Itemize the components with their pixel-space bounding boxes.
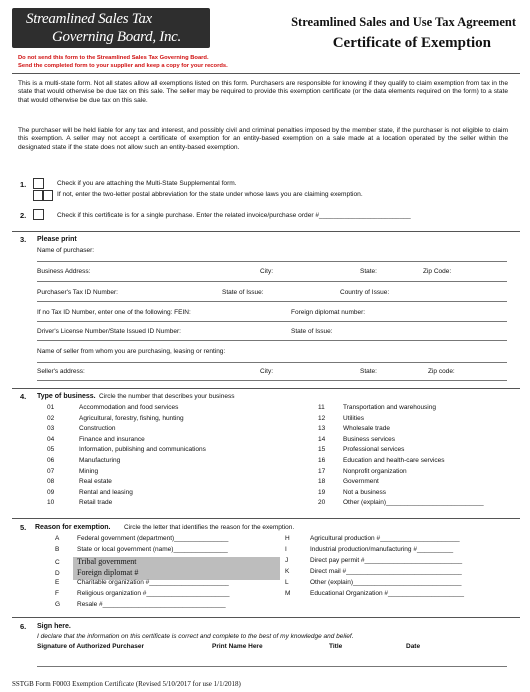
- drivers-license-label: Driver's License Number/State Issued ID Number:: [37, 328, 181, 335]
- purchaser-name-field[interactable]: [37, 261, 507, 262]
- single-purchase-checkbox[interactable]: [33, 209, 44, 220]
- signature-field[interactable]: [37, 666, 507, 667]
- date-label: Date: [406, 643, 421, 650]
- logo-line2: Governing Board, Inc.: [52, 29, 181, 45]
- tax-id-field[interactable]: [37, 301, 507, 302]
- divider: [12, 518, 520, 519]
- logo-line1: Streamlined Sales Tax: [26, 11, 152, 27]
- section4-number: 4.: [20, 392, 27, 401]
- business-type-item[interactable]: 07 Mining: [47, 467, 99, 475]
- exemption-reason-item[interactable]: H Agricultural production #______________________: [285, 535, 460, 542]
- divider: [12, 388, 520, 389]
- section6-title: Sign here.: [37, 623, 71, 630]
- business-type-item[interactable]: 08 Real estate: [47, 478, 112, 486]
- seller-address-field[interactable]: [37, 380, 507, 381]
- business-type-item[interactable]: 16 Education and health-care services: [318, 456, 445, 464]
- print-name-label: Print Name Here: [212, 643, 263, 650]
- business-type-list-right: [318, 404, 484, 510]
- exemption-reason-list-left: [55, 535, 230, 612]
- business-type-list-left: [47, 404, 206, 510]
- item1-text-b: If not, enter the two-letter postal abbreviation for the state under whose laws you are claiming exemption.: [57, 191, 363, 198]
- section5-number: 5.: [20, 523, 27, 532]
- business-type-item[interactable]: 02 Agricultural, forestry, fishing, hunting: [47, 414, 184, 422]
- business-type-item[interactable]: 09 Rental and leasing: [47, 488, 133, 496]
- form-footer: SSTGB Form F0003 Exemption Certificate (Revised 5/10/2017 for use 1/1/2018): [12, 680, 241, 688]
- exemption-reason-item[interactable]: I Industrial production/manufacturing #__________: [285, 546, 454, 553]
- business-type-item[interactable]: 17 Nonprofit organization: [318, 467, 407, 475]
- business-type-item[interactable]: 05 Information, publishing and communications: [47, 446, 206, 454]
- seller-address-label: Seller's address:: [37, 368, 85, 375]
- business-type-item[interactable]: 11 Transportation and warehousing: [318, 404, 436, 411]
- section3-title: Please print: [37, 236, 77, 243]
- business-type-item[interactable]: 15 Professional services: [318, 446, 405, 454]
- exemption-reason-item[interactable]: J Direct pay permit #___________________________: [285, 557, 463, 564]
- business-address-field[interactable]: [37, 281, 507, 282]
- item1-number: 1.: [20, 180, 27, 189]
- signature-label: Signature of Authorized Purchaser: [37, 643, 145, 650]
- exemption-reason-item[interactable]: E Charitable organization #______________________: [55, 579, 229, 586]
- exemption-reason-item[interactable]: C Tribal government: [55, 557, 137, 566]
- business-type-item[interactable]: 01 Accommodation and food services: [47, 404, 179, 411]
- divider: [12, 73, 520, 74]
- state-abbrev-box2[interactable]: [43, 190, 53, 201]
- divider: [12, 617, 520, 618]
- seller-city-label: City:: [260, 368, 273, 375]
- section3-number: 3.: [20, 235, 27, 244]
- state-label: State:: [360, 268, 377, 275]
- exemption-reason-item[interactable]: D Foreign diplomat #: [55, 568, 139, 577]
- business-type-item[interactable]: 14 Business services: [318, 435, 396, 443]
- intro-paragraph-1: This is a multi-state form. Not all states allow all exemptions listed on this form. Purchasers are responsible for knowing if they qualify to claim exemption from tax in the state that would otherwise be due tax on this sale. The seller may be required to provide this exemption certificate (or the data elements required on the form) to a state that would otherwise be due tax on this sale.: [18, 80, 508, 104]
- country-of-issue-label: Country of Issue:: [340, 289, 390, 296]
- business-type-item[interactable]: 18 Government: [318, 478, 379, 486]
- section5-title: Reason for exemption.: [35, 524, 111, 531]
- exemption-reason-item[interactable]: A Federal government (department)_______________: [55, 535, 229, 542]
- business-type-item[interactable]: 12 Utilities: [318, 414, 364, 422]
- section4-title: Type of business.: [37, 393, 96, 400]
- drivers-license-field[interactable]: [37, 340, 507, 341]
- business-type-item[interactable]: 13 Wholesale trade: [318, 425, 390, 433]
- business-type-item[interactable]: 04 Finance and insurance: [47, 435, 145, 443]
- city-label: City:: [260, 268, 273, 275]
- logo: [12, 8, 210, 48]
- business-address-label: Business Address:: [37, 268, 91, 275]
- seller-name-label: Name of seller from whom you are purchasing, leasing or renting:: [37, 348, 226, 355]
- section6-number: 6.: [20, 622, 27, 631]
- exemption-reason-item[interactable]: B State or local government (name)_______________: [55, 546, 228, 553]
- business-type-item[interactable]: 10 Retail trade: [47, 499, 113, 507]
- section5-subtitle: Circle the letter that identifies the reason for the exemption.: [124, 524, 295, 531]
- intro-paragraph-2: The purchaser will be held liable for any tax and interest, and possibly civil and criminal penalties imposed by the member state, if the purchaser is not eligible to claim this exemption. A seller may not accept a certificate of exemption for an entity-based exemption on a sale made at a location operated by the seller within the designated state if the state does not allow such an entity-based exemption.: [18, 127, 508, 151]
- title-label: Title: [329, 643, 343, 650]
- state-of-issue-label: State of Issue:: [222, 289, 264, 296]
- business-type-item[interactable]: 20 Other (explain)___________________________: [318, 499, 484, 507]
- seller-name-field[interactable]: [37, 362, 507, 363]
- diplomat-number-label: Foreign diplomat number:: [291, 309, 366, 316]
- warning-line2: Send the completed form to your supplier and keep a copy for your records.: [18, 63, 228, 69]
- item1-text-a: Check if you are attaching the Multi-State Supplemental form.: [57, 180, 237, 187]
- purchaser-name-label: Name of purchaser:: [37, 247, 95, 254]
- exemption-reason-item[interactable]: L Other (explain)______________________________: [285, 579, 462, 586]
- exemption-reason-list-right: [285, 535, 464, 601]
- state-abbrev-box1[interactable]: [33, 190, 43, 201]
- form-title: Certificate of Exemption: [332, 35, 491, 51]
- business-type-item[interactable]: 19 Not a business: [318, 488, 386, 496]
- exemption-reason-item[interactable]: F Religious organization #_______________________: [55, 590, 230, 597]
- business-type-item[interactable]: 06 Manufacturing: [47, 456, 121, 464]
- declaration-text: I declare that the information on this certificate is correct and complete to the best of my knowledge and belief.: [37, 633, 354, 640]
- warning-line1: Do not send this form to the Streamlined Sales Tax Governing Board.: [18, 55, 209, 61]
- seller-state-label: State:: [360, 368, 377, 375]
- no-tax-id-label: If no Tax ID Number, enter one of the following: FEIN:: [37, 309, 191, 316]
- dl-state-of-issue-label: State of Issue:: [291, 328, 333, 335]
- seller-zip-label: Zip code:: [428, 368, 455, 375]
- divider: [12, 231, 520, 232]
- business-type-item[interactable]: 03 Construction: [47, 425, 116, 433]
- exemption-reason-item[interactable]: K Direct mail #________________________________: [285, 568, 462, 575]
- item2-number: 2.: [20, 211, 27, 220]
- fein-field[interactable]: [37, 321, 507, 322]
- exemption-reason-item[interactable]: G Resale #__________________________________: [55, 601, 226, 608]
- form-heading: Streamlined Sales and Use Tax Agreement: [291, 15, 516, 29]
- tax-id-label: Purchaser's Tax ID Number:: [37, 289, 118, 296]
- zip-label: Zip Code:: [423, 268, 452, 275]
- exemption-reason-item[interactable]: M Educational Organization #_____________________: [285, 590, 464, 597]
- supplemental-checkbox[interactable]: [33, 178, 44, 189]
- section4-subtitle: Circle the number that describes your business: [99, 393, 235, 400]
- item2-text: Check if this certificate is for a single purchase. Enter the related invoice/purchase order #_________________________: [57, 212, 411, 219]
